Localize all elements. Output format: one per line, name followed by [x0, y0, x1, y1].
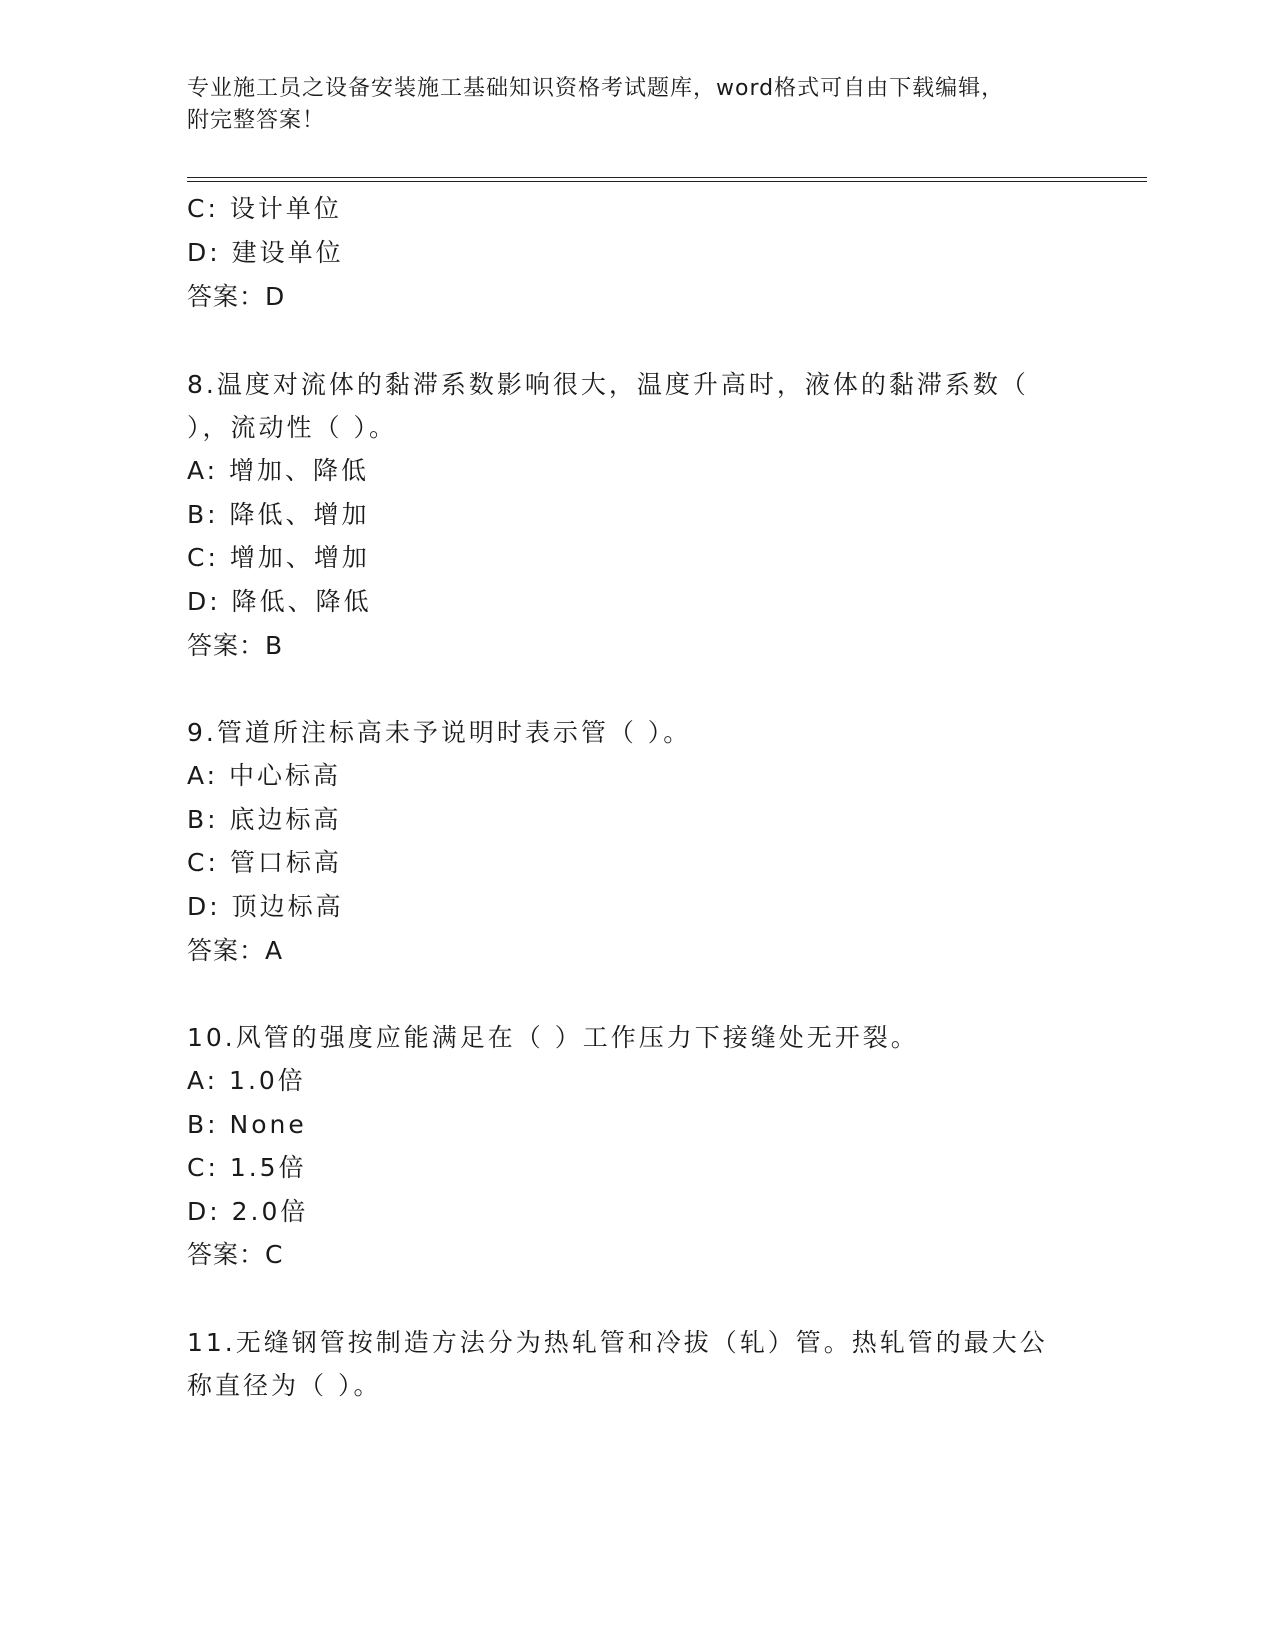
q8-option-d: D: 降低、降低	[187, 587, 372, 616]
document-header	[187, 73, 1087, 137]
q10-stem-line-1: 10.风管的强度应能满足在（ ）工作压力下接缝处无开裂。	[187, 1023, 919, 1052]
q11-stem-line-2: 称直径为（ ）。	[187, 1371, 382, 1400]
q10-answer: 答案：C	[187, 1240, 284, 1269]
q10-option-d: D: 2.0倍	[187, 1197, 309, 1226]
header-rule-thick	[187, 177, 1147, 178]
q11-stem-line-1: 11.无缝钢管按制造方法分为热轧管和冷拔（轧）管。热轧管的最大公	[187, 1328, 1048, 1357]
header-rule-thin	[187, 181, 1147, 182]
header-line-1: 专业施工员之设备安装施工基础知识资格考试题库，word格式可自由下载编辑，	[187, 76, 1005, 101]
q10-option-c: C: 1.5倍	[187, 1153, 307, 1182]
q8-option-c: C: 增加、增加	[187, 543, 370, 572]
q8-stem-line-1: 8.温度对流体的黏滞系数影响很大，温度升高时，液体的黏滞系数（	[187, 370, 1029, 399]
q10-option-b: B: None	[187, 1110, 307, 1139]
q10-option-a: A: 1.0倍	[187, 1066, 306, 1095]
q9-answer: 答案：A	[187, 936, 284, 965]
q9-option-d: D: 顶边标高	[187, 892, 344, 921]
q9-option-a: A: 中心标高	[187, 761, 342, 790]
header-line-2: 附完整答案！	[187, 108, 326, 133]
q8-option-a: A: 增加、降低	[187, 456, 370, 485]
q8-option-b: B: 降低、增加	[187, 500, 370, 529]
q8-answer: 答案：B	[187, 631, 284, 660]
prev-option-d: D: 建设单位	[187, 238, 344, 267]
prev-answer: 答案：D	[187, 282, 286, 311]
q8-stem-line-2: ），流动性（ ）。	[187, 413, 397, 442]
q9-option-b: B: 底边标高	[187, 805, 342, 834]
q9-option-c: C: 管口标高	[187, 848, 342, 877]
q9-stem-line-1: 9.管道所注标高未予说明时表示管（ ）。	[187, 718, 692, 747]
prev-option-c: C: 设计单位	[187, 194, 342, 223]
